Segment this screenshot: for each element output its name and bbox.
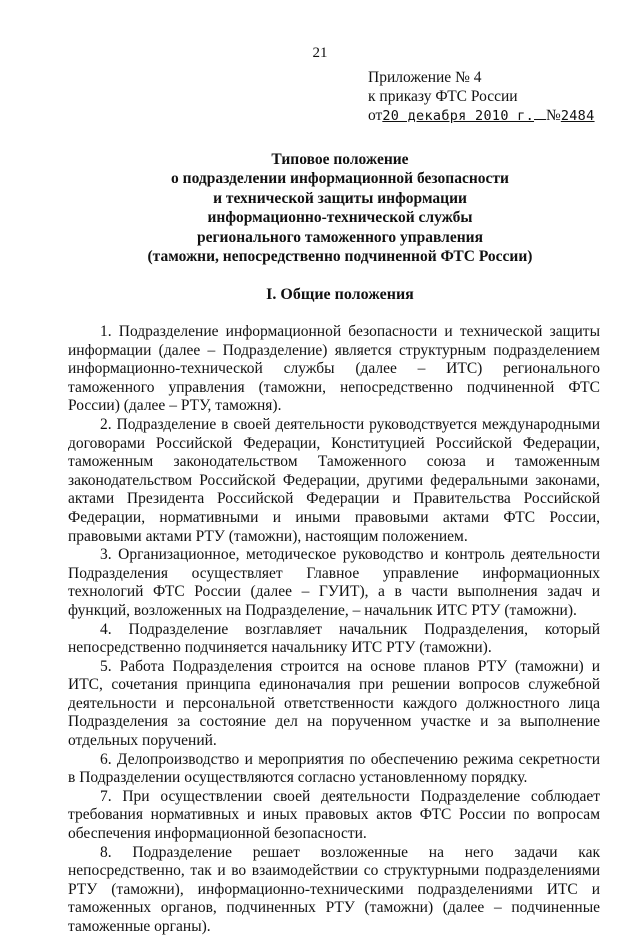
appendix-block [368,68,628,126]
appendix-number-prefix: № [546,107,561,124]
paragraph-4: 4. Подразделение возглавляет начальник Подразделения, который непосредственно подчиняется начальнику ИТС РТУ (таможни). [68,620,600,657]
appendix-number: 2484 [560,108,595,124]
document-title [60,150,620,266]
paragraph-8: 8. Подразделение решает возложенные на него задачи как непосредственно, так и во взаимодействии со структурными подразделениями РТУ (таможни), информационно-техническими подразделениями ИТС и таможенных органов, подчиненных РТУ (таможни) (далее – подчиненные таможенные органы). [68,843,600,935]
appendix-date-prefix: от [368,107,383,124]
appendix-date: 20 декабря 2010 г. [382,108,535,124]
paragraph-1: 1. Подразделение информационной безопасности и технической защиты информации (далее – Подразделение) является структурным подразделением информационно-технической службы (далее – ИТС) регионального таможенного управления (таможни, непосредственно подчиненной ФТС России) (далее – РТУ, таможня). [68,323,600,415]
paragraph-3: 3. Организационное, методическое руководство и контроль деятельности Подразделения осуществляет Главное управление информационных технологий ФТС России (далее – ГУИТ), а в части выполнения задач и функций, возложенных на Подразделение, – начальник ИТС РТУ (таможни). [68,546,600,619]
section-body [68,323,600,937]
appendix-line-1: Приложение № 4 [368,69,482,86]
appendix-gap [534,107,546,120]
title-line: о подразделении информационной безопасности [171,170,509,188]
paragraph-7: 7. При осуществлении своей деятельности Подразделение соблюдает требования нормативных и иных правовых актов ФТС России по вопросам обеспечения информационной безопасности. [68,787,600,843]
page-number: 21 [312,45,328,61]
paragraph-2: 2. Подразделение в своей деятельности руководствуется международными договорами Российской Федерации, Конституцией Российской Федерации, таможенным законодательством Таможенного союза и таможенным законодательством Российской Федерации, другими федеральными законами, актами Президента Российской Федерации и Правительства Российской Федерации, нормативными и иными правовыми актами ФТС России, правовыми актами РТУ (таможни), настоящим положением. [68,415,600,545]
appendix-line-3 [368,106,628,126]
title-line: и технической защиты информации [213,189,467,207]
title-line: информационно-технической службы [207,209,473,227]
title-line: (таможни, непосредственно подчиненной ФТС России) [147,248,533,266]
title-line: Типовое положение [271,151,409,168]
paragraph-5: 5. Работа Подразделения строится на основе планов РТУ (таможни) и ИТС, сочетания принципа единоначалия при решении вопросов служебной деятельности и персональной ответственности каждого должностного лица Подразделения за состояние дел на порученном участке и за выполнение отдельных поручений. [68,657,600,750]
section-heading: I. Общие положения [266,286,414,303]
paragraph-6: 6. Делопроизводство и мероприятия по обеспечению режима секретности в Подразделении осуществляются согласно установленному порядку. [68,750,600,787]
appendix-line-2: к приказу ФТС России [368,88,518,105]
title-line: регионального таможенного управления [196,228,483,246]
